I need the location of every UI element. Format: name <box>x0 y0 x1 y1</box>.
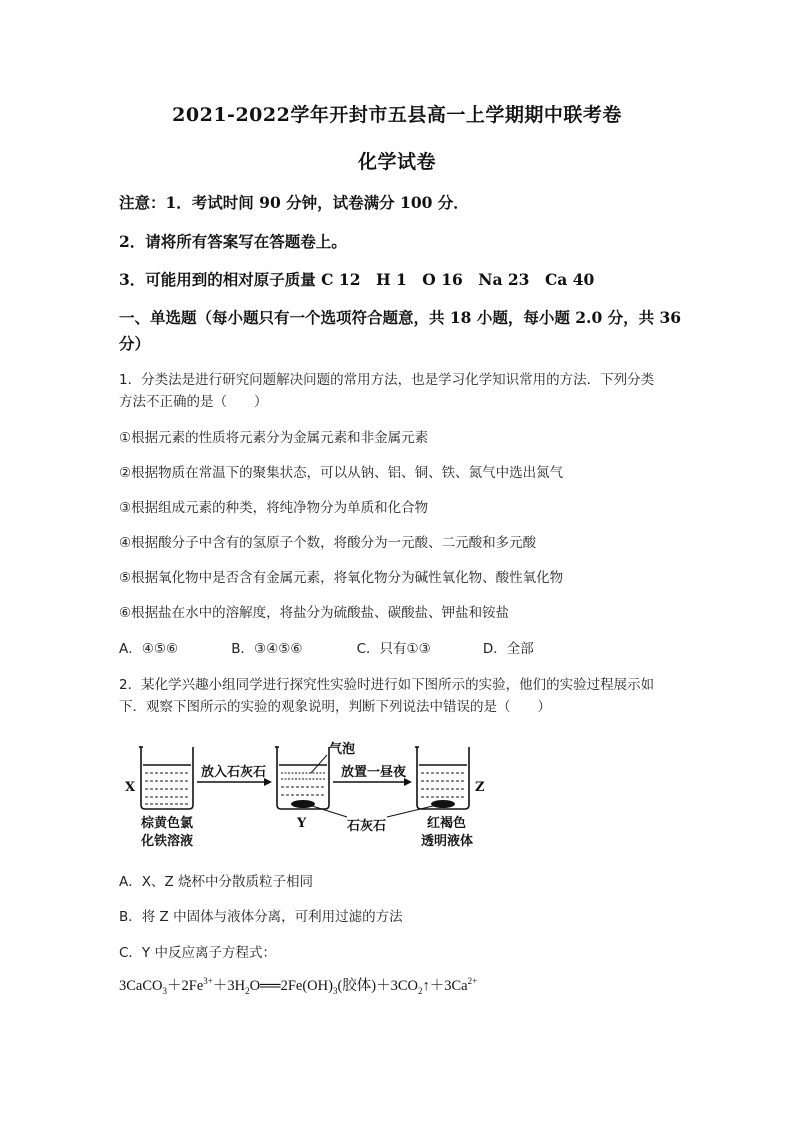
q1-option-a[interactable]: A．④⑤⑥ <box>119 641 179 657</box>
q2-option-c[interactable]: C．Y 中反应离子方程式： <box>119 945 276 961</box>
q1-item-3: ③根据组成元素的种类，将纯净物分为单质和化合物 <box>119 500 429 516</box>
note-3: 3．可能用到的相对原子质量 C 12 H 1 O 16 Na 23 Ca 40 <box>119 270 595 289</box>
label-z: Z <box>475 780 485 795</box>
beaker-z <box>415 747 469 809</box>
label-y: Y <box>297 816 307 831</box>
note-2: 2．请将所有答案写在答题卷上。 <box>119 232 347 251</box>
eq-part: ＋3H <box>212 978 246 994</box>
q2-option-b[interactable]: B．将 Z 中固体与液体分离，可利用过滤的方法 <box>119 909 403 925</box>
exam-title: 2021-2022学年开封市五县高一上学期期中联考卷 <box>172 104 622 126</box>
q2-stem-line2: 下．观察下图所示的实验的观象说明，判断下列说法中错误的是（ ） <box>119 699 551 715</box>
label-z-desc1: 红褐色 <box>427 816 467 831</box>
eq-part: O══2Fe(OH) <box>249 978 333 994</box>
experiment-diagram <box>119 735 509 850</box>
label-bubbles: 气泡 <box>329 742 356 757</box>
eq-sub: 2 <box>418 985 423 996</box>
eq-part: ↑＋3Ca <box>422 978 468 994</box>
q1-stem-line1: 1．分类法是进行研究问题解决问题的常用方法，也是学习化学知识常用的方法．下列分类 <box>119 372 655 388</box>
q1-item-6: ⑥根据盐在水中的溶解度，将盐分为硫酸盐、碳酸盐、钾盐和铵盐 <box>119 605 510 621</box>
q1-item-2: ②根据物质在常温下的聚集状态，可以从钠、铝、铜、铁、氮气中选出氮气 <box>119 465 564 481</box>
label-x: X <box>125 780 136 795</box>
eq-sub: 3 <box>332 985 338 996</box>
reaction-equation <box>119 974 477 996</box>
label-x-desc1: 棕黄色氯 <box>141 816 194 831</box>
q2-option-a[interactable]: A．X、Z 烧杯中分散质粒子相同 <box>119 874 314 890</box>
eq-sub: 3 <box>162 985 167 996</box>
q1-item-5: ⑤根据氧化物中是否含有金属元素，将氧化物分为碱性氧化物、酸性氧化物 <box>119 570 564 586</box>
q1-item-1: ①根据元素的性质将元素分为金属元素和非金属元素 <box>119 430 429 446</box>
section-heading-line2: 分） <box>119 334 151 353</box>
q1-options <box>119 637 534 657</box>
label-limestone: 石灰石 <box>347 819 387 834</box>
q2-stem-line1: 2．某化学兴趣小组同学进行探究性实验时进行如下图所示的实验，他们的实验过程展示如 <box>119 677 655 693</box>
eq-part: (胶体)＋3CO <box>337 978 418 994</box>
eq-sup: 3+ <box>203 976 213 987</box>
eq-part: 3CaCO <box>119 978 163 994</box>
label-z-desc2: 透明液体 <box>421 834 474 849</box>
exam-subtitle: 化学试卷 <box>357 151 436 173</box>
label-arrow-2: 放置一昼夜 <box>341 765 407 780</box>
beaker-y <box>275 747 329 809</box>
label-x-desc2: 化铁溶液 <box>141 834 194 849</box>
eq-sup: 2+ <box>467 976 478 987</box>
eq-part: ＋2Fe <box>167 978 204 994</box>
q1-option-b[interactable]: B．③④⑤⑥ <box>231 641 303 657</box>
section-heading-line1: 一、单选题（每小题只有一个选项符合题意，共 18 小题，每小题 2.0 分，共 36 <box>119 308 682 327</box>
q1-option-c[interactable]: C．只有①③ <box>356 641 431 657</box>
q1-item-4: ④根据酸分子中含有的氢原子个数，将酸分为一元酸、二元酸和多元酸 <box>119 535 537 551</box>
beaker-x <box>139 747 193 809</box>
q1-option-d[interactable]: D．全部 <box>482 641 534 657</box>
q1-stem-line2: 方法不正确的是（ ） <box>119 394 268 410</box>
eq-sub: 2 <box>245 985 250 996</box>
label-arrow-1: 放入石灰石 <box>201 765 267 780</box>
note-1: 注意：1．考试时间 90 分钟，试卷满分 100 分． <box>119 193 469 212</box>
